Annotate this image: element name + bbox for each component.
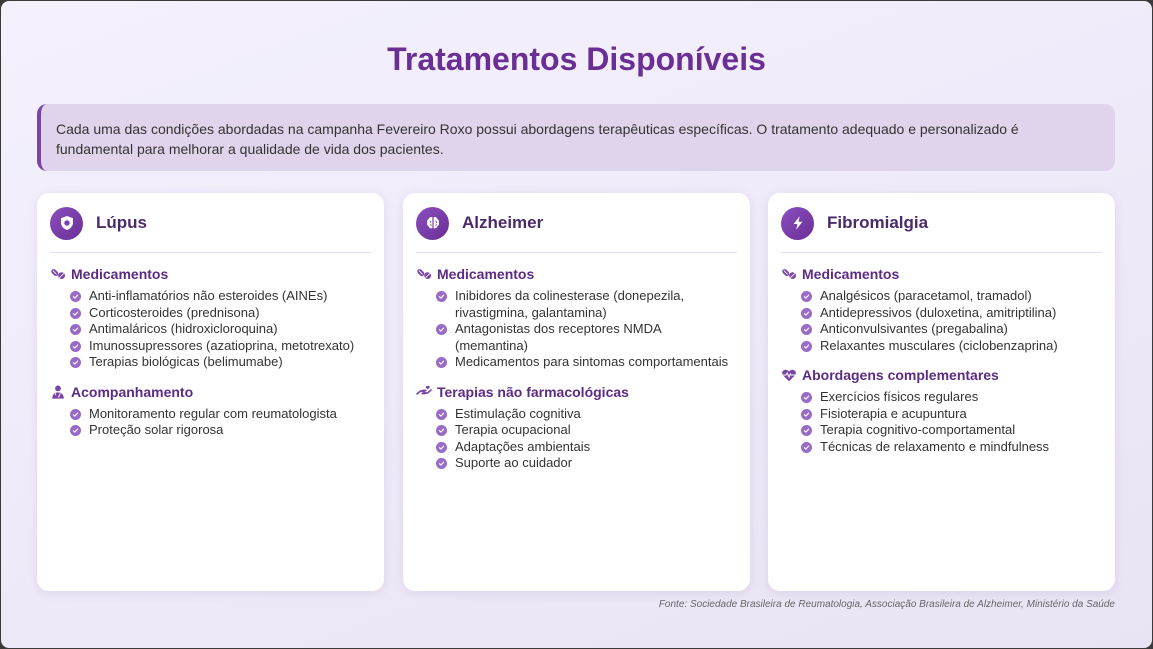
list-item-label: Antidepressivos (duloxetina, amitriptilina)	[820, 304, 1057, 320]
list-item-label: Antimaláricos (hidroxicloroquina)	[89, 321, 278, 336]
list-item	[70, 422, 371, 439]
check-circle-icon	[436, 291, 447, 302]
check-circle-icon	[801, 324, 812, 335]
treatment-list	[781, 288, 1102, 354]
list-item-label: Corticosteroides (prednisona)	[89, 304, 260, 320]
list-item	[436, 288, 737, 321]
list-item	[801, 305, 1102, 322]
section-heading	[416, 265, 737, 283]
list-item	[436, 406, 737, 423]
check-circle-icon	[436, 357, 447, 368]
treatment-list	[50, 406, 371, 439]
card-header	[50, 206, 371, 240]
list-item	[436, 422, 737, 439]
card-title: Lúpus	[96, 213, 147, 232]
card-title: Alzheimer	[462, 213, 544, 232]
list-item	[436, 455, 737, 472]
list-item	[801, 389, 1102, 406]
check-circle-icon	[70, 308, 81, 319]
check-circle-icon	[436, 425, 447, 436]
treatment-section	[416, 265, 737, 371]
list-item	[70, 321, 371, 338]
check-circle-icon	[436, 324, 447, 335]
section-heading-label: Terapias não farmacológicas	[437, 383, 629, 400]
brain-icon	[416, 207, 449, 240]
list-item	[801, 406, 1102, 423]
list-item	[70, 354, 371, 371]
treatment-list	[416, 288, 737, 371]
check-circle-icon	[801, 308, 812, 319]
check-circle-icon	[801, 442, 812, 453]
slide	[1, 1, 1152, 648]
card-title: Fibromialgia	[827, 213, 929, 232]
section-heading-label: Acompanhamento	[71, 383, 194, 400]
list-item-label: Terapias biológicas (belimumabe)	[89, 354, 283, 369]
check-circle-icon	[436, 409, 447, 420]
section-heading	[50, 383, 371, 401]
list-item-label: Adaptações ambientais	[455, 438, 591, 454]
section-heading	[781, 265, 1102, 283]
list-item-label: Inibidores da colinesterase (donepezila, rivastigmina, galantamina)	[455, 288, 685, 320]
treatment-section	[50, 383, 371, 439]
section-heading	[781, 366, 1102, 384]
list-item-label: Antagonistas dos receptores NMDA (memantina)	[455, 321, 661, 353]
card-lupus	[37, 193, 384, 591]
list-item	[70, 338, 371, 355]
list-item-label: Técnicas de relaxamento e mindfulness	[820, 438, 1050, 454]
list-item	[70, 406, 371, 423]
check-circle-icon	[70, 425, 81, 436]
check-circle-icon	[436, 458, 447, 469]
list-item-label: Terapia ocupacional	[455, 422, 571, 437]
list-item-label: Terapia cognitivo-comportamental	[820, 422, 1016, 437]
treatment-section	[781, 265, 1102, 354]
check-circle-icon	[70, 409, 81, 420]
list-item-label: Estimulação cognitiva	[455, 405, 581, 421]
list-item-label: Monitoramento regular com reumatologista	[89, 405, 337, 421]
check-circle-icon	[70, 357, 81, 368]
list-item	[436, 439, 737, 456]
list-item-label: Exercícios físicos regulares	[820, 389, 979, 404]
section-heading-label: Medicamentos	[71, 266, 169, 282]
divider	[781, 252, 1102, 253]
list-item-label: Fisioterapia e acupuntura	[820, 405, 967, 421]
doctor-icon	[50, 385, 66, 399]
list-item-label: Imunossupressores (azatioprina, metotrexato)	[89, 337, 355, 353]
check-circle-icon	[801, 425, 812, 436]
treatment-list	[781, 389, 1102, 455]
treatment-list	[50, 288, 371, 371]
card-header	[416, 206, 737, 240]
check-circle-icon	[801, 341, 812, 352]
list-item	[801, 439, 1102, 456]
list-item-label: Proteção solar rigorosa	[89, 422, 224, 437]
list-item	[70, 288, 371, 305]
treatment-section	[781, 366, 1102, 455]
check-circle-icon	[801, 409, 812, 420]
section-heading-label: Abordagens complementares	[802, 367, 999, 383]
treatment-section	[50, 265, 371, 371]
section-heading-label: Medicamentos	[437, 266, 535, 282]
heart-pulse-icon	[781, 368, 797, 382]
list-item-label: Suporte ao cuidador	[455, 455, 573, 470]
section-heading-label: Medicamentos	[802, 266, 900, 282]
list-item	[801, 288, 1102, 305]
divider	[50, 252, 371, 253]
section-heading	[416, 383, 737, 401]
list-item-label: Analgésicos (paracetamol, tramadol)	[820, 288, 1032, 303]
card-alzheimer	[403, 193, 750, 591]
helping-hands-icon	[416, 385, 432, 399]
page-title: Tratamentos Disponíveis	[387, 41, 766, 77]
divider	[416, 252, 737, 253]
section-heading	[50, 265, 371, 283]
pills-icon	[416, 267, 432, 281]
check-circle-icon	[70, 291, 81, 302]
card-header	[781, 206, 1102, 240]
list-item	[801, 321, 1102, 338]
treatment-list	[416, 406, 737, 472]
list-item-label: Anticonvulsivantes (pregabalina)	[820, 321, 1008, 336]
list-item	[801, 422, 1102, 439]
list-item-label: Medicamentos para sintomas comportamentais	[455, 354, 729, 369]
list-item	[70, 305, 371, 322]
check-circle-icon	[70, 324, 81, 335]
source-note: Fonte: Sociedade Brasileira de Reumatologia, Associação Brasileira de Alzheimer, Ministério da Saúde	[658, 599, 1115, 610]
list-item	[436, 354, 737, 371]
pills-icon	[781, 267, 797, 281]
bolt-icon	[781, 207, 814, 240]
treatment-section	[416, 383, 737, 472]
check-circle-icon	[801, 291, 812, 302]
list-item	[436, 321, 737, 354]
intro-callout: Cada uma das condições abordadas na campanha Fevereiro Roxo possui abordagens terapêuticas específicas. O tratamento adequado e personalizado é fundamental para melhorar a qualidade de vida dos pacientes.	[37, 104, 1115, 171]
pills-icon	[50, 267, 66, 281]
list-item	[801, 338, 1102, 355]
check-circle-icon	[70, 341, 81, 352]
card-fibromialgia	[768, 193, 1115, 591]
shield-icon	[50, 207, 83, 240]
list-item-label: Anti-inflamatórios não esteroides (AINEs)	[89, 288, 328, 303]
check-circle-icon	[436, 442, 447, 453]
list-item-label: Relaxantes musculares (ciclobenzaprina)	[820, 337, 1058, 353]
check-circle-icon	[801, 392, 812, 403]
